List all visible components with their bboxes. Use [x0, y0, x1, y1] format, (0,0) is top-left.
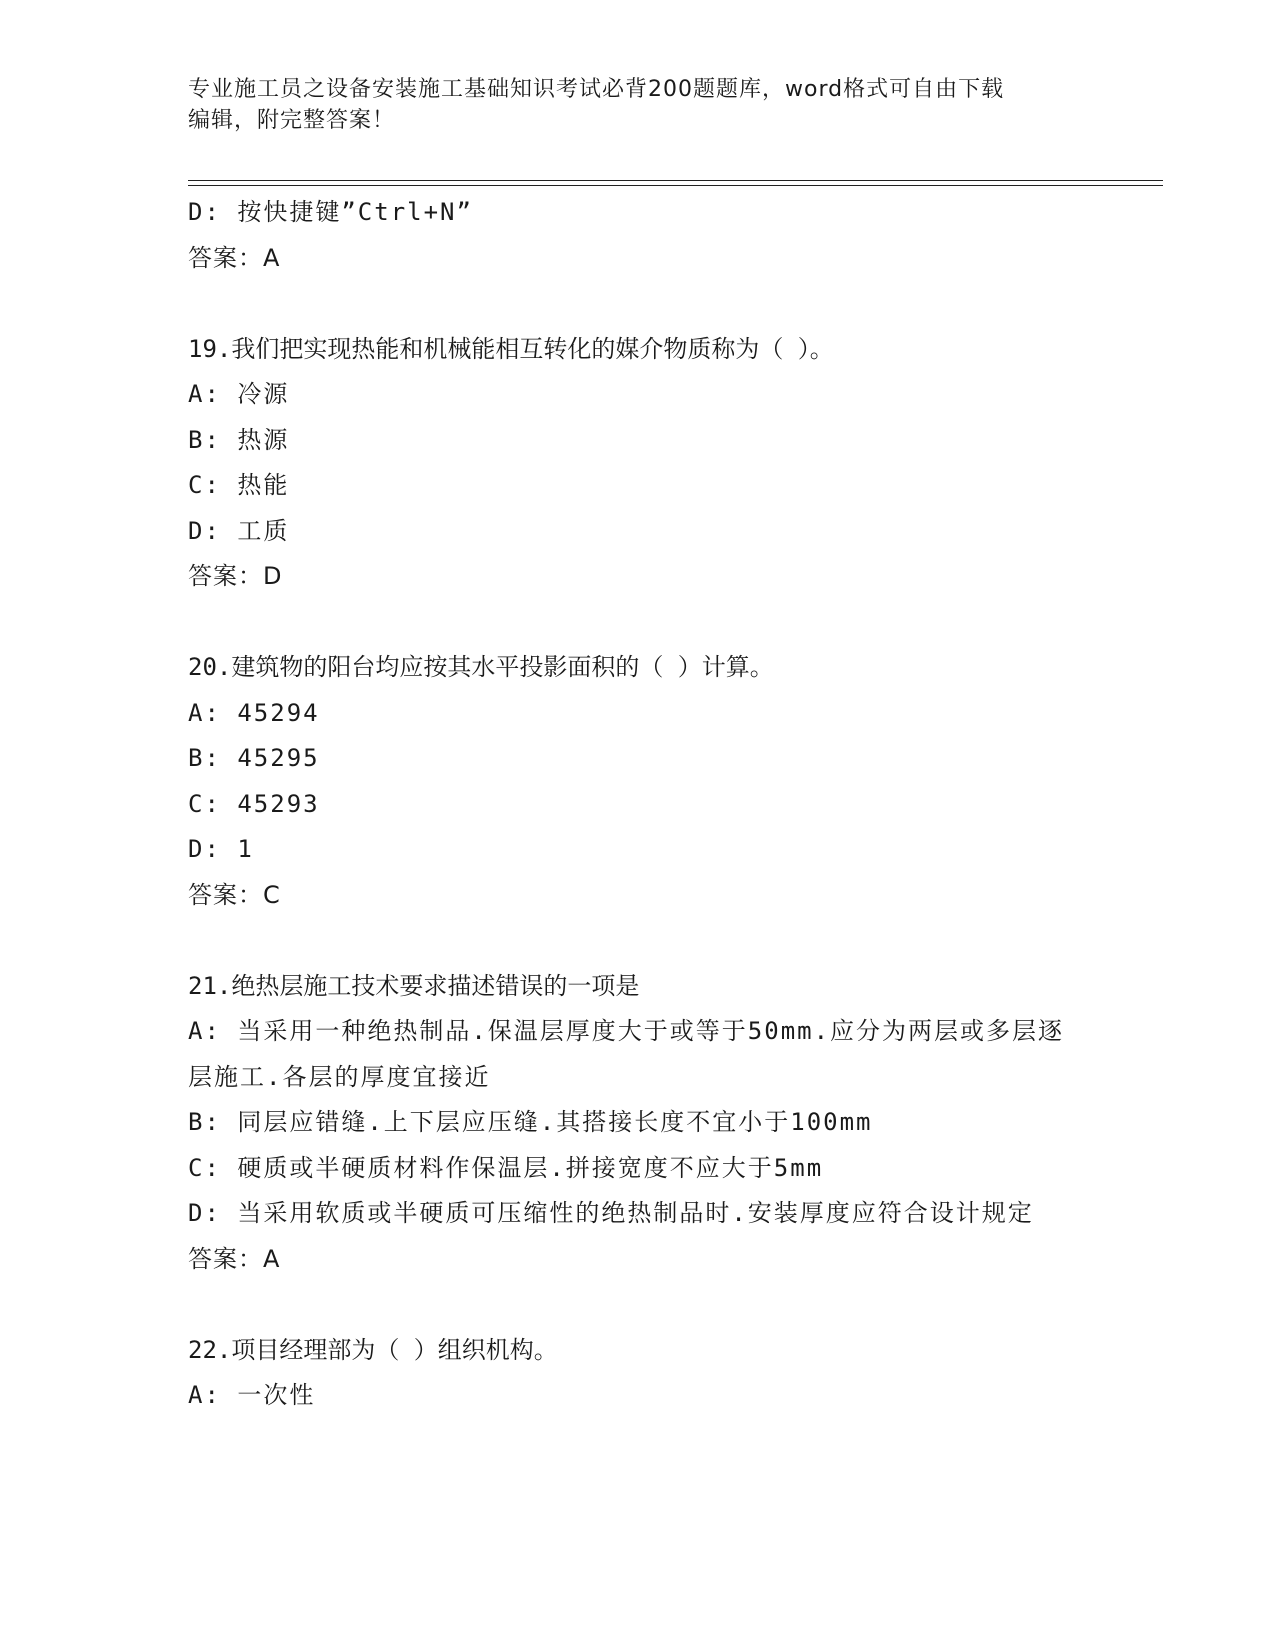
header-divider-top	[188, 180, 1163, 181]
header-divider-bottom	[188, 185, 1163, 186]
question-21-option-b: B: 同层应错缝.上下层应压缝.其搭接长度不宜小于100mm	[188, 1108, 873, 1136]
question-21-answer: 答案：A	[188, 1244, 281, 1273]
question-20-option-c: C: 45293	[188, 789, 320, 818]
spacer	[188, 600, 1088, 646]
header-title-line-2: 编辑，附完整答案！	[188, 108, 396, 133]
question-21-option-a: A: 当采用一种绝热制品.保温层厚度大于或等于50mm.应分为两层或多层逐层施工.各层的厚度宜接近	[188, 1017, 1065, 1091]
question-20-stem: 20.建筑物的阳台均应按其水平投影面积的（ ）计算。	[188, 653, 774, 681]
question-22-stem: 22.项目经理部为（ ）组织机构。	[188, 1335, 558, 1364]
question-20-option-a: A: 45294	[188, 698, 320, 727]
question-19-option-b: B: 热源	[188, 425, 290, 454]
question-20-option-d: D: 1	[188, 835, 254, 863]
question-20-option-b: B: 45295	[188, 744, 320, 772]
question-18-option-d: D: 按快捷键”Ctrl+N”	[188, 198, 473, 226]
question-19-answer: 答案：D	[188, 562, 283, 590]
question-21-option-d: D: 当采用软质或半硬质可压缩性的绝热制品时.安装厚度应符合设计规定	[188, 1199, 1034, 1227]
question-19-option-a: A: 冷源	[188, 380, 290, 408]
spacer	[188, 1282, 1088, 1328]
question-21-stem: 21.绝热层施工技术要求描述错误的一项是	[188, 971, 640, 1000]
question-19-option-d: D: 工质	[188, 516, 290, 545]
document-header	[188, 74, 1088, 136]
question-19-option-c: C: 热能	[188, 471, 290, 499]
spacer	[188, 281, 1088, 327]
question-19-stem: 19.我们把实现热能和机械能相互转化的媒介物质称为（ ）。	[188, 334, 834, 363]
spacer	[188, 918, 1088, 964]
question-18-answer: 答案：A	[188, 243, 281, 272]
question-list	[188, 190, 1088, 1419]
question-22-option-a: A: 一次性	[188, 1381, 316, 1409]
question-20-answer: 答案：C	[188, 880, 281, 909]
header-title-line-1: 专业施工员之设备安装施工基础知识考试必背200题题库，word格式可自由下载	[188, 77, 1005, 102]
question-21-option-c: C: 硬质或半硬质材料作保温层.拼接宽度不应大于5mm	[188, 1153, 824, 1182]
